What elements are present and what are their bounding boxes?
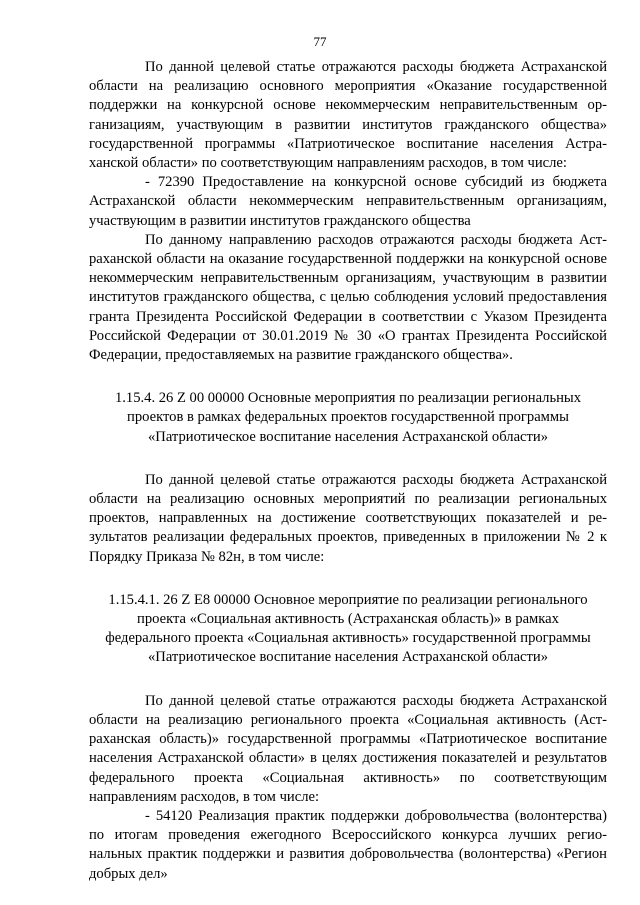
page-number: 77 [313, 34, 327, 49]
list-item-54120: - 54120 Реализация практик поддержки добровольчества (волонтерства) по итогам проведения ежегодного Всероссийского конкурса лучших региональных практик поддержки и развития добровольчества (волонтерства) «Регион добрых дел» [89, 807, 607, 882]
section-heading-1-15-4: 1.15.4. 26 Z 00 00000 Основные мероприятия по реализации региональных проектов в рамках федеральных проектов государственной программы «Патриотическое воспитание населения Астраханской области» [114, 390, 582, 445]
paragraph-72390-description: По данному направлению расходов отражаются расходы бюджета Астраханской области на оказание государственной поддержки на конкурсной основе некоммерческим неправительственным организациям, участвующим в развитии институтов гражданского общества, с целью соблюдения условий предоставления гранта Президента Российской Федерации в соответствии с Указом Президента Российской Федерации от 30.01.2019 № 30 «О грантах Президента Российской Федерации, предоставляемых на развитие гражданского общества». [89, 231, 607, 364]
paragraph-intro: По данной целевой статье отражаются расходы бюджета Астраханской области на реализацию основного мероприятия «Оказание государственной поддержки на конкурсной основе некоммерческим неправительственным организациям, участвующим в развитии институтов гражданского общества» государственной программы «Патриотическое воспитание населения Астраханской области» по соответствующим направлениям расходов, в том числе: [89, 59, 607, 172]
paragraph-section-1-15-4: По данной целевой статье отражаются расходы бюджета Астраханской области на реализацию основных мероприятий по реализации региональных проектов, направленных на достижение соответствующих показателей и результатов реализации федеральных проектов, приведенных в приложении № 2 к Порядку Приказа № 82н, в том числе: [89, 471, 607, 565]
list-item-72390: - 72390 Предоставление на конкурсной основе субсидий из бюджета Астраханской области некоммерческим неправительственным организациям, участвующим в развитии институтов гражданского общества [89, 174, 607, 229]
document-body [89, 58, 607, 884]
paragraph-section-1-15-4-1: По данной целевой статье отражаются расходы бюджета Астраханской области на реализацию регионального проекта «Социальная активность (Астраханская область)» государственной программы «Патриотическое воспитание населения Астраханской области» в целях достижения показателей и результатов федерального проекта «Социальная активность» по соответствующим направлениям расходов, в том числе: [89, 692, 607, 805]
section-heading-1-15-4-1: 1.15.4.1. 26 Z E8 00000 Основное мероприятие по реализации регионального проекта «Социальная активность (Астраханская область)» в рамках федерального проекта «Социальная активность» государственной программы «Патриотическое воспитание населения Астраханской области» [105, 591, 591, 666]
